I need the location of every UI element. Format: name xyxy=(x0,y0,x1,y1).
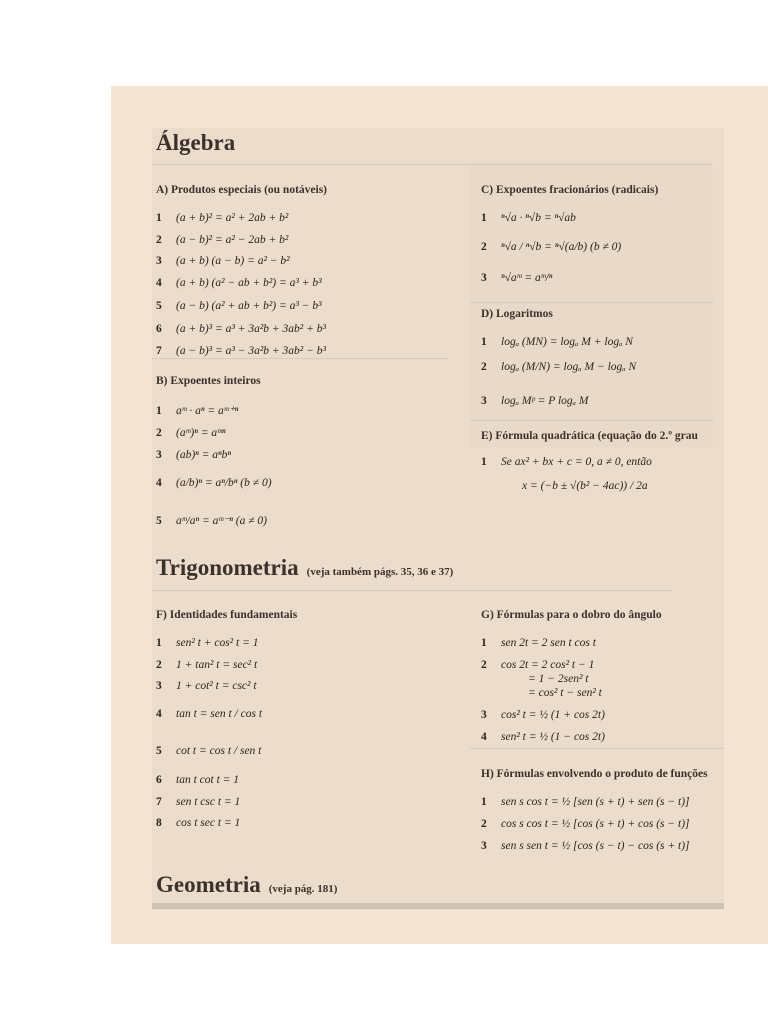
formula-h3 xyxy=(481,834,690,853)
equation: sen s sen t = ½ [cos (s − t) − cos (s + t)] xyxy=(501,840,690,852)
equation: (aᵐ)ⁿ = aᵐⁿ xyxy=(176,427,226,439)
item-number: 2 xyxy=(481,241,487,253)
formula-f2 xyxy=(156,653,257,672)
equation: (a + b)² = a² + 2ab + b² xyxy=(176,212,289,224)
formula-d2 xyxy=(481,355,636,374)
formula-h1 xyxy=(481,790,690,809)
item-number: 3 xyxy=(481,395,487,407)
item-number: 3 xyxy=(156,680,162,692)
formula-f5 xyxy=(156,739,261,758)
equation: tan t = sen t / cos t xyxy=(176,708,263,720)
geo-title xyxy=(156,872,337,898)
equation: logₐ Mᵖ = P logₐ M xyxy=(501,395,589,407)
equation: 1 + tan² t = sec² t xyxy=(176,659,258,671)
equation: cos s cos t = ½ [cos (s + t) + cos (s − t)] xyxy=(501,818,690,830)
quadratic-formula: x = (−b ± √(b² − 4ac)) / 2a xyxy=(522,480,648,492)
equation: sen² t = ½ (1 − cos 2t) xyxy=(501,731,605,743)
item-number: 3 xyxy=(481,272,487,284)
section-g-header: G) Fórmulas para o dobro do ângulo xyxy=(481,609,662,621)
geo-title-text: Geometria xyxy=(156,872,261,897)
section-b-header: B) Expoentes inteiros xyxy=(156,375,261,387)
formula-g1 xyxy=(481,631,596,650)
item-number: 3 xyxy=(481,709,487,721)
formula-f1 xyxy=(156,631,258,650)
equation: logₐ (M/N) = logₐ M − logₐ N xyxy=(501,361,637,373)
equation: sen t csc t = 1 xyxy=(176,796,241,808)
item-number: 4 xyxy=(156,708,162,720)
formula-c2 xyxy=(481,235,621,254)
item-number: 2 xyxy=(156,234,162,246)
equation: cos² t = ½ (1 + cos 2t) xyxy=(501,709,605,721)
divider xyxy=(152,358,448,359)
item-number: 5 xyxy=(156,745,162,757)
item-number: 1 xyxy=(156,637,162,649)
item-number: 7 xyxy=(156,796,162,808)
trig-note: (veja também págs. 35, 36 e 37) xyxy=(306,566,454,578)
equation: 1 + cot² t = csc² t xyxy=(176,680,257,692)
trig-title xyxy=(156,555,453,581)
formula-f4 xyxy=(156,702,262,721)
equation: logₐ (MN) = logₐ M + logₐ N xyxy=(501,336,633,348)
formula-b2 xyxy=(156,421,226,440)
equation: ⁿ√a / ⁿ√b = ⁿ√(a/b) (b ≠ 0) xyxy=(501,241,622,253)
formula-g4 xyxy=(481,725,605,744)
equation: (a − b) (a² + ab + b²) = a³ − b³ xyxy=(176,300,322,312)
item-number: 1 xyxy=(481,637,487,649)
bottom-band xyxy=(152,903,724,909)
equation: = 1 − 2sen² t xyxy=(528,673,589,685)
formula-c3 xyxy=(481,266,552,285)
equation: sen 2t = 2 sen t cos t xyxy=(501,637,596,649)
algebra-title: Álgebra xyxy=(156,130,236,155)
divider xyxy=(470,748,724,749)
formula-e1 xyxy=(481,450,652,469)
formula-b1 xyxy=(156,399,238,418)
item-number: 3 xyxy=(156,449,162,461)
divider xyxy=(152,590,672,591)
equation: cos t sec t = 1 xyxy=(176,817,241,829)
item-number: 2 xyxy=(481,361,487,373)
equation: tan t cot t = 1 xyxy=(176,774,240,786)
item-number: 3 xyxy=(481,840,487,852)
section-a-header: A) Produtos especiais (ou notáveis) xyxy=(156,184,328,196)
item-number: 2 xyxy=(481,659,487,671)
trig-title-text: Trigonometria xyxy=(156,555,299,580)
equation: Se ax² + bx + c = 0, a ≠ 0, então xyxy=(501,456,652,468)
section-d-header: D) Logaritmos xyxy=(481,308,553,320)
item-number: 4 xyxy=(481,731,487,743)
formula-c1 xyxy=(481,206,576,225)
formula-f8 xyxy=(156,811,240,830)
equation: aᵐ/aⁿ = aᵐ⁻ⁿ (a ≠ 0) xyxy=(176,515,267,527)
formula-h2 xyxy=(481,812,690,831)
equation: (a + b)³ = a³ + 3a²b + 3ab² + b³ xyxy=(176,323,326,335)
equation: cos 2t = 2 cos² t − 1 xyxy=(501,659,595,671)
item-number: 1 xyxy=(156,405,162,417)
item-number: 1 xyxy=(481,212,487,224)
formula-a2 xyxy=(156,228,288,247)
item-number: 6 xyxy=(156,774,162,786)
formula-d1 xyxy=(481,330,633,349)
item-number: 5 xyxy=(156,300,162,312)
equation: (a − b)² = a² − 2ab + b² xyxy=(176,234,289,246)
divider xyxy=(470,420,713,421)
equation: = cos² t − sen² t xyxy=(528,687,602,699)
item-number: 2 xyxy=(156,427,162,439)
formula-a6 xyxy=(156,317,326,336)
section-f-header: F) Identidades fundamentais xyxy=(156,609,298,621)
formula-f6 xyxy=(156,768,239,787)
item-number: 2 xyxy=(156,659,162,671)
divider xyxy=(470,302,713,303)
geo-note: (veja pág. 181) xyxy=(268,883,338,895)
equation: ⁿ√a · ⁿ√b = ⁿ√ab xyxy=(501,212,576,224)
item-number: 7 xyxy=(156,345,162,357)
equation: cot t = cos t / sen t xyxy=(176,745,262,757)
formula-d3 xyxy=(481,389,588,408)
formula-a1 xyxy=(156,206,288,225)
item-number: 2 xyxy=(481,818,487,830)
formula-a3 xyxy=(156,249,290,268)
equation: sen s cos t = ½ [sen (s + t) + sen (s − t)] xyxy=(501,796,690,808)
formula-b4 xyxy=(156,471,272,490)
item-number: 4 xyxy=(156,277,162,289)
formula-a7 xyxy=(156,339,326,358)
section-e-header: E) Fórmula quadrática (equação do 2.º grau xyxy=(481,430,698,442)
divider xyxy=(152,164,712,165)
formula-f3 xyxy=(156,674,257,693)
item-number: 6 xyxy=(156,323,162,335)
equation: (ab)ⁿ = aⁿbⁿ xyxy=(176,449,232,461)
formula-a5 xyxy=(156,294,322,313)
item-number: 3 xyxy=(156,255,162,267)
equation: (a + b) (a² − ab + b²) = a³ + b³ xyxy=(176,277,322,289)
item-number: 1 xyxy=(481,796,487,808)
equation: (a + b) (a − b) = a² − b² xyxy=(176,255,290,267)
item-number: 1 xyxy=(156,212,162,224)
item-number: 1 xyxy=(481,336,487,348)
formula-a4 xyxy=(156,271,322,290)
item-number: 5 xyxy=(156,515,162,527)
formula-g3 xyxy=(481,703,605,722)
equation: ⁿ√aᵐ = aᵐ/ⁿ xyxy=(501,272,553,284)
section-h-header: H) Fórmulas envolvendo o produto de funções xyxy=(481,768,708,780)
formula-f7 xyxy=(156,790,240,809)
section-c-header: C) Expoentes fracionários (radicais) xyxy=(481,184,659,196)
formula-g2-c xyxy=(528,681,602,700)
equation: (a − b)³ = a³ − 3a²b + 3ab² − b³ xyxy=(176,345,326,357)
equation: aᵐ · aⁿ = aᵐ⁺ⁿ xyxy=(176,405,239,417)
equation: (a/b)ⁿ = aⁿ/bⁿ (b ≠ 0) xyxy=(176,477,272,489)
item-number: 8 xyxy=(156,817,162,829)
formula-b5 xyxy=(156,509,267,528)
equation: sen² t + cos² t = 1 xyxy=(176,637,259,649)
item-number: 4 xyxy=(156,477,162,489)
item-number: 1 xyxy=(481,456,487,468)
formula-b3 xyxy=(156,443,231,462)
